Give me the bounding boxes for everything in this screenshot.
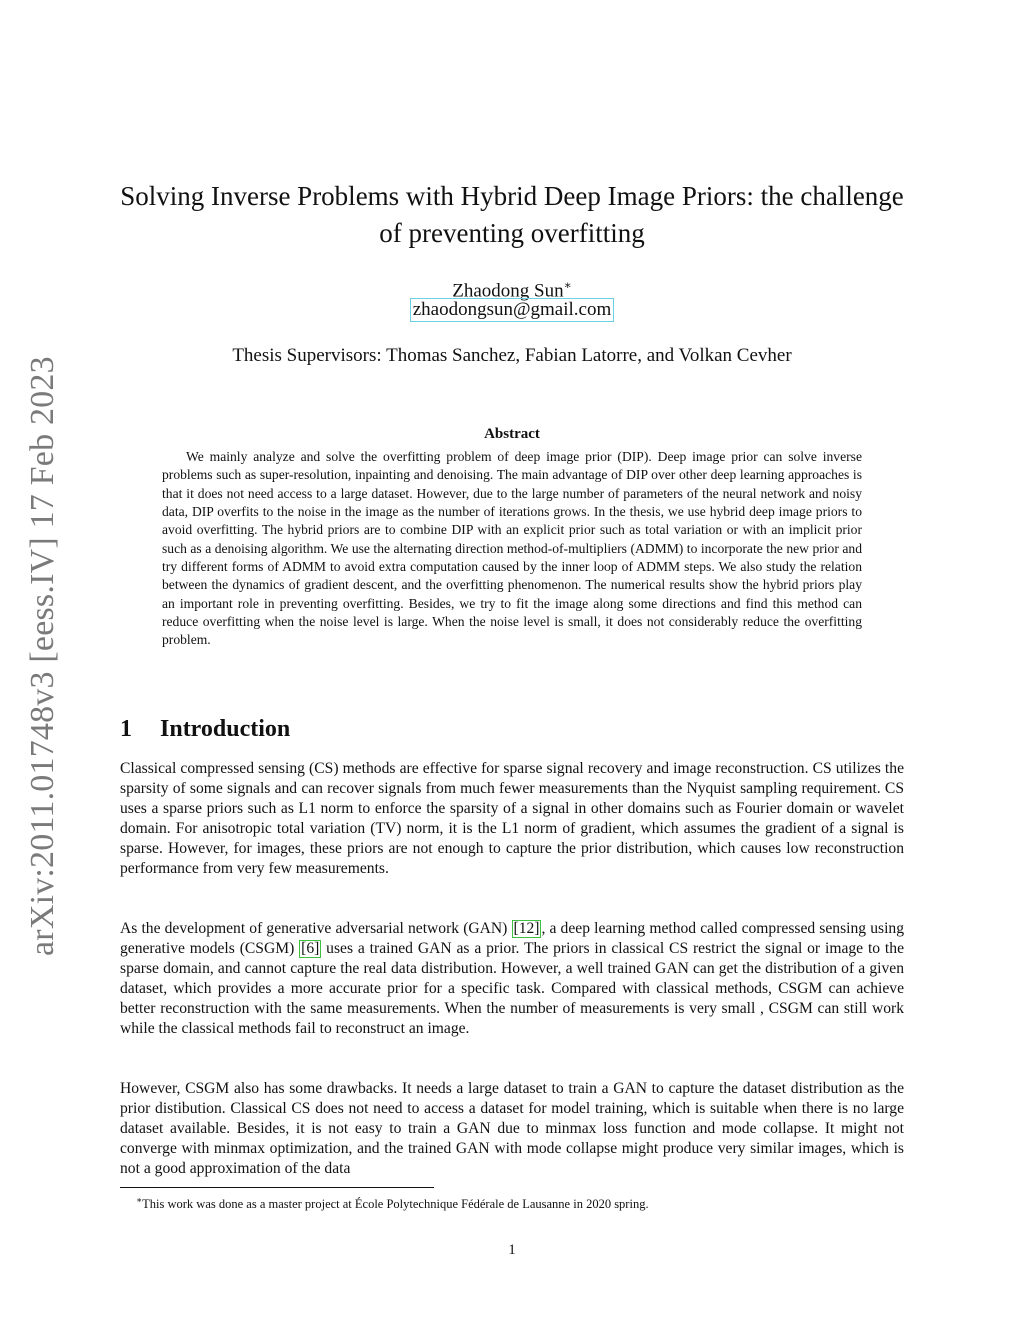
intro-paragraph-3: However, CSGM also has some drawbacks. It needs a large dataset to train a GAN to capture the dataset distribution as the prior distibution. Classical CS does not need to access a dataset for model training, which is suitable when there is no large dataset available. Besides, it is not easy to train a GAN due to minmax loss function and mode collapse. It might not converge with minmax optimization, and the trained GAN with mode collapse might produce very similar images, which is not a good approximation of the data — [120, 1080, 904, 1177]
section-title: Introduction — [160, 716, 291, 742]
paragraph-text: uses a trained GAN as a prior. The priors in classical CS restrict the signal or image to the sparse domain, and cannot capture the real data distribution. However, a well trained GAN can get the distribution of a given dataset, which provides a more accurate prior for a specific task. Compared with classical methods, CSGM can achieve better reconstruction with the same measurements. When the number of measurements is very small , CSGM can still work while the classical methods fail to reconstruct an image. — [120, 940, 904, 1037]
intro-paragraph-2 — [120, 919, 904, 1039]
author-email-link[interactable]: zhaodongsun@gmail.com — [410, 298, 615, 322]
arxiv-identifier-text: arXiv:2011.01748v3 [eess.IV] 17 Feb 2023 — [24, 356, 61, 956]
citation-link-6[interactable]: [6] — [301, 940, 320, 957]
footnote-divider — [120, 1187, 434, 1188]
author-name: Zhaodong Sun — [452, 280, 564, 302]
section-number: 1 — [120, 716, 132, 742]
paragraph-text: As the development of generative adversarial network (GAN) — [120, 920, 512, 937]
paper-title: Solving Inverse Problems with Hybrid Deep Image Priors: the challenge of preventing overfitting — [120, 181, 904, 248]
thesis-supervisors: Thesis Supervisors: Thomas Sanchez, Fabian Latorre, and Volkan Cevher — [232, 345, 792, 366]
citation-link-12[interactable]: [12] — [513, 920, 540, 937]
footnote-mark: ∗ — [136, 1195, 143, 1205]
intro-paragraph-1: Classical compressed sensing (CS) methods are effective for sparse signal recovery and image reconstruction. CS utilizes the sparsity of some signals and can recover signals from much fewer measurements than the Nyquist sampling requirement. CS uses a sparse priors such as L1 norm to enforce the sparsity of a signal in other domains such as Fourier domain or wavelet domain. For anisotropic total variation (TV) norm, it is the L1 norm of gradient, which assumes the gradient of a signal is sparse. However, for images, these priors are not enough to capture the prior distribution, which causes low reconstruction performance from very few measurements. — [120, 760, 904, 877]
page-number: 1 — [508, 1242, 516, 1258]
footnote-text: This work was done as a master project at École Polytechnique Fédérale de Lausanne in 2020 spring. — [142, 1197, 649, 1212]
footnote — [136, 1192, 904, 1212]
author-footnote-mark: ∗ — [563, 278, 572, 292]
section-heading-introduction — [120, 714, 290, 744]
email-row — [120, 298, 904, 322]
paragraph-text: , a deep learning method called compressed sensing using generative models (CSGM) — [120, 920, 904, 957]
abstract-heading: Abstract — [484, 426, 540, 442]
abstract-body: We mainly analyze and solve the overfitting problem of deep image prior (DIP). Deep image prior can solve inverse problems such as super-resolution, inpainting and denoising. The main advantage of DIP over other deep learning approaches is that it does not need access to a large dataset. However, due to the large number of parameters of the neural network and noisy data, DIP overfits to the noise in the image as the number of iterations grows. In the thesis, we use hybrid deep image priors to avoid overfitting. The hybrid priors are to combine DIP with an explicit prior such as total variation or with an implicit prior such as a denoising algorithm. We use the alternating direction method-of-multipliers (ADMM) to incorporate the new prior and try different forms of ADMM to avoid extra computation caused by the inner loop of ADMM steps. We also study the relation between the dynamics of gradient descent, and the overfitting phenomenon. The numerical results show the hybrid priors play an important role in preventing overfitting. Besides, we try to fit the image along some directions and find this method can reduce overfitting when the noise level is large. When the noise level is small, it does not considerably reduce the overfitting problem. — [162, 449, 862, 648]
arxiv-identifier-sidebar — [20, 352, 70, 956]
